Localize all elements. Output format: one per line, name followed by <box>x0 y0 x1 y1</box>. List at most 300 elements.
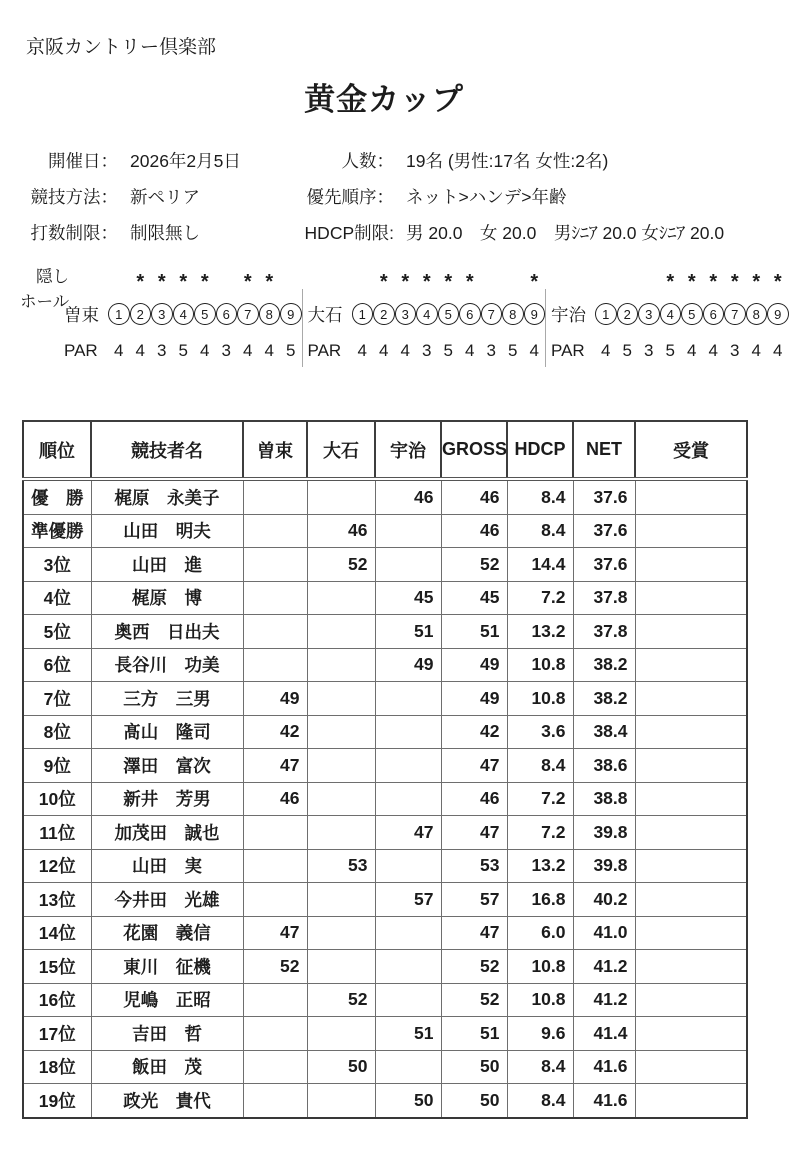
par-value: 3 <box>486 341 496 360</box>
par-value: 5 <box>622 341 632 360</box>
col-header-uji: 宇治 <box>375 421 441 479</box>
cell-name: 政光 貴代 <box>91 1084 243 1118</box>
hole-number-cell <box>151 295 173 333</box>
cell-net: 41.6 <box>573 1084 635 1118</box>
hidden-hole-marker: * <box>379 270 388 293</box>
hole-number-cell <box>660 295 682 333</box>
hole-number-cell <box>703 295 725 333</box>
hole-number-cell <box>216 295 238 333</box>
cell-oishi: 50 <box>307 1050 375 1084</box>
hole-number-circle: 9 <box>767 303 789 325</box>
cell-net: 40.2 <box>573 883 635 917</box>
hole-number-cell <box>194 295 216 333</box>
hole-number-cell <box>681 295 703 333</box>
cell-uji <box>375 514 441 548</box>
cell-award <box>635 1017 747 1051</box>
hole-number-cell <box>767 295 789 333</box>
cell-hdcp: 9.6 <box>507 1017 573 1051</box>
corner-spacer <box>308 263 352 295</box>
cell-award <box>635 916 747 950</box>
hidden-hole-empty <box>481 263 503 295</box>
cell-gross: 50 <box>441 1084 507 1118</box>
cell-name: 梶原 永美子 <box>91 479 243 514</box>
cell-name: 山田 明夫 <box>91 514 243 548</box>
cell-sotsuka <box>243 581 307 615</box>
table-row <box>23 883 747 917</box>
cell-name: 奥西 日出夫 <box>91 615 243 649</box>
cell-uji <box>375 749 441 783</box>
info-label-stroke-limit: 打数制限： <box>30 223 118 243</box>
cell-gross: 47 <box>441 749 507 783</box>
hole-number-circle: 4 <box>416 303 438 325</box>
cell-award <box>635 983 747 1017</box>
cell-rank: 3位 <box>23 548 91 582</box>
hole-number-circle: 3 <box>151 303 173 325</box>
hidden-hole-marker: * <box>709 270 718 293</box>
cell-name: 山田 進 <box>91 548 243 582</box>
hidden-holes-label-line1: 隠し <box>36 268 69 286</box>
hidden-hole-marker: * <box>265 270 274 293</box>
hidden-hole-marker: * <box>243 270 252 293</box>
hidden-hole-marker: * <box>136 270 145 293</box>
par-value: 4 <box>114 341 124 360</box>
cell-hdcp: 8.4 <box>507 479 573 514</box>
hidden-hole-empty <box>352 263 374 295</box>
cell-hdcp: 8.4 <box>507 1084 573 1118</box>
table-row <box>23 615 747 649</box>
cell-name: 飯田 茂 <box>91 1050 243 1084</box>
cell-rank: 11位 <box>23 816 91 850</box>
par-value: 3 <box>730 341 740 360</box>
cell-rank: 6位 <box>23 648 91 682</box>
table-row <box>23 1017 747 1051</box>
cell-award <box>635 749 747 783</box>
table-row <box>23 782 747 816</box>
hole-number-circle: 5 <box>194 303 216 325</box>
info-label-hdcp-limit: HDCP制限: <box>304 223 394 243</box>
course-block-宇治 <box>545 263 789 369</box>
cell-hdcp: 10.8 <box>507 682 573 716</box>
cell-oishi <box>307 715 375 749</box>
hidden-hole-marker: * <box>200 270 209 293</box>
cell-net: 38.2 <box>573 682 635 716</box>
cell-rank: 15位 <box>23 950 91 984</box>
cell-rank: 4位 <box>23 581 91 615</box>
par-value: 4 <box>200 341 210 360</box>
hole-number-cell <box>108 295 130 333</box>
hole-number-circle: 7 <box>237 303 259 325</box>
hole-number-cell <box>502 295 524 333</box>
club-name: 京阪カントリー倶楽部 <box>26 37 217 58</box>
cell-uji: 49 <box>375 648 441 682</box>
hole-number-circle: 4 <box>660 303 682 325</box>
cell-hdcp: 8.4 <box>507 749 573 783</box>
corner-spacer <box>64 263 108 295</box>
cell-net: 41.4 <box>573 1017 635 1051</box>
cell-rank: 19位 <box>23 1084 91 1118</box>
cell-hdcp: 3.6 <box>507 715 573 749</box>
cell-oishi <box>307 816 375 850</box>
cell-hdcp: 13.2 <box>507 849 573 883</box>
cell-award <box>635 682 747 716</box>
cell-name: 梶原 博 <box>91 581 243 615</box>
results-table <box>22 420 748 1119</box>
hidden-hole-marker: * <box>401 270 410 293</box>
cell-net: 37.6 <box>573 514 635 548</box>
table-header-row <box>23 421 747 479</box>
cell-rank: 12位 <box>23 849 91 883</box>
cell-gross: 46 <box>441 514 507 548</box>
par-value: 5 <box>508 341 518 360</box>
cell-sotsuka <box>243 1017 307 1051</box>
cell-uji <box>375 782 441 816</box>
hole-number-circle: 8 <box>259 303 281 325</box>
cell-gross: 49 <box>441 682 507 716</box>
hole-number-circle: 3 <box>395 303 417 325</box>
table-row <box>23 749 747 783</box>
cell-net: 38.6 <box>573 749 635 783</box>
cell-rank: 18位 <box>23 1050 91 1084</box>
cell-name: 吉田 哲 <box>91 1017 243 1051</box>
table-row <box>23 514 747 548</box>
cell-sotsuka <box>243 983 307 1017</box>
hole-number-cell <box>524 295 546 333</box>
hidden-holes-label-line2: ホール <box>20 293 70 311</box>
col-header-gross: GROSS <box>441 421 507 479</box>
hidden-hole-empty <box>280 263 302 295</box>
cell-gross: 57 <box>441 883 507 917</box>
par-value: 5 <box>443 341 453 360</box>
hole-number-cell <box>595 295 617 333</box>
hole-number-cell <box>724 295 746 333</box>
cell-sotsuka <box>243 1084 307 1118</box>
cell-name: 児嶋 正昭 <box>91 983 243 1017</box>
cell-gross: 49 <box>441 648 507 682</box>
cell-sotsuka <box>243 648 307 682</box>
hole-number-cell <box>617 295 639 333</box>
par-value: 4 <box>529 341 539 360</box>
cell-sotsuka <box>243 849 307 883</box>
cell-net: 37.8 <box>573 615 635 649</box>
cell-award <box>635 950 747 984</box>
cell-oishi <box>307 648 375 682</box>
course-blocks <box>58 263 783 369</box>
par-value: 4 <box>773 341 783 360</box>
cell-hdcp: 13.2 <box>507 615 573 649</box>
cell-award <box>635 648 747 682</box>
cell-sotsuka: 49 <box>243 682 307 716</box>
cell-rank: 8位 <box>23 715 91 749</box>
info-value-priority: ネット>ハンデ>年齢 <box>406 187 567 207</box>
hidden-hole-marker: * <box>773 270 782 293</box>
cell-name: 花園 義信 <box>91 916 243 950</box>
table-row <box>23 916 747 950</box>
table-row <box>23 715 747 749</box>
hidden-hole-empty <box>502 263 524 295</box>
cell-uji <box>375 715 441 749</box>
hole-number-cell <box>481 295 503 333</box>
hidden-hole-marker: * <box>687 270 696 293</box>
hole-number-circle: 5 <box>438 303 460 325</box>
hole-number-circle: 7 <box>481 303 503 325</box>
par-value: 4 <box>264 341 274 360</box>
cell-gross: 42 <box>441 715 507 749</box>
hidden-hole-empty <box>638 263 660 295</box>
cell-name: 今井田 光雄 <box>91 883 243 917</box>
hidden-hole-empty <box>108 263 130 295</box>
par-label: PAR <box>64 341 98 360</box>
cell-rank: 9位 <box>23 749 91 783</box>
info-value-method: 新ペリア <box>130 187 200 207</box>
hole-number-cell <box>459 295 481 333</box>
cell-name: 加茂田 誠也 <box>91 816 243 850</box>
cell-award <box>635 782 747 816</box>
cell-oishi <box>307 581 375 615</box>
hole-number-circle: 1 <box>352 303 374 325</box>
cell-gross: 51 <box>441 1017 507 1051</box>
cell-gross: 51 <box>441 615 507 649</box>
cell-name: 新井 芳男 <box>91 782 243 816</box>
cell-award <box>635 1084 747 1118</box>
cell-hdcp: 16.8 <box>507 883 573 917</box>
cell-name: 長谷川 功美 <box>91 648 243 682</box>
cell-oishi <box>307 1084 375 1118</box>
cell-oishi: 52 <box>307 983 375 1017</box>
col-header-hdcp: HDCP <box>507 421 573 479</box>
cell-sotsuka <box>243 883 307 917</box>
cell-uji: 46 <box>375 479 441 514</box>
cell-gross: 52 <box>441 548 507 582</box>
hidden-hole-empty <box>595 263 617 295</box>
cell-sotsuka: 42 <box>243 715 307 749</box>
cell-name: 山田 実 <box>91 849 243 883</box>
tournament-info <box>0 150 724 244</box>
par-value: 3 <box>422 341 432 360</box>
cell-net: 38.4 <box>573 715 635 749</box>
par-value: 4 <box>708 341 718 360</box>
cell-hdcp: 7.2 <box>507 816 573 850</box>
hidden-hole-empty <box>216 263 238 295</box>
cell-oishi <box>307 950 375 984</box>
hole-number-cell <box>746 295 768 333</box>
hole-number-cell <box>438 295 460 333</box>
cell-rank: 7位 <box>23 682 91 716</box>
cell-name: 髙山 隆司 <box>91 715 243 749</box>
cell-award <box>635 849 747 883</box>
cell-sotsuka <box>243 479 307 514</box>
corner-spacer <box>551 263 595 295</box>
cell-sotsuka <box>243 816 307 850</box>
cell-oishi <box>307 883 375 917</box>
par-value: 4 <box>357 341 367 360</box>
cell-sotsuka <box>243 1050 307 1084</box>
cell-gross: 46 <box>441 782 507 816</box>
cell-sotsuka <box>243 615 307 649</box>
cell-uji <box>375 849 441 883</box>
par-value: 5 <box>178 341 188 360</box>
cell-oishi <box>307 1017 375 1051</box>
hole-number-cell <box>259 295 281 333</box>
cell-award <box>635 581 747 615</box>
cell-net: 41.2 <box>573 983 635 1017</box>
cell-award <box>635 1050 747 1084</box>
table-row <box>23 950 747 984</box>
cell-oishi <box>307 479 375 514</box>
info-label-date: 開催日： <box>48 151 118 171</box>
hidden-hole-marker: * <box>752 270 761 293</box>
col-header-sotsuka: 曽束 <box>243 421 307 479</box>
cell-award <box>635 514 747 548</box>
cell-gross: 52 <box>441 983 507 1017</box>
cell-oishi <box>307 615 375 649</box>
table-row <box>23 849 747 883</box>
cell-net: 41.2 <box>573 950 635 984</box>
cell-gross: 47 <box>441 816 507 850</box>
info-value-hdcp-limit: 男 20.0 女 20.0 男ｼﾆｱ 20.0 女ｼﾆｱ 20.0 <box>406 223 725 243</box>
hole-number-cell <box>373 295 395 333</box>
cell-sotsuka <box>243 514 307 548</box>
cell-award <box>635 615 747 649</box>
cell-oishi: 52 <box>307 548 375 582</box>
hidden-hole-marker: * <box>444 270 453 293</box>
cell-net: 38.2 <box>573 648 635 682</box>
table-row <box>23 1050 747 1084</box>
cell-oishi: 53 <box>307 849 375 883</box>
table-row <box>23 479 747 514</box>
cell-rank: 準優勝 <box>23 514 91 548</box>
cell-hdcp: 10.8 <box>507 648 573 682</box>
hole-number-cell <box>416 295 438 333</box>
cell-oishi <box>307 749 375 783</box>
cell-rank: 優 勝 <box>23 479 91 514</box>
col-header-net: NET <box>573 421 635 479</box>
cell-rank: 5位 <box>23 615 91 649</box>
par-value: 4 <box>379 341 389 360</box>
cell-rank: 17位 <box>23 1017 91 1051</box>
par-value: 3 <box>644 341 654 360</box>
cell-sotsuka: 46 <box>243 782 307 816</box>
col-header-rank: 順位 <box>23 421 91 479</box>
cell-sotsuka <box>243 548 307 582</box>
cell-oishi <box>307 682 375 716</box>
par-value: 5 <box>286 341 296 360</box>
col-header-award: 受賞 <box>635 421 747 479</box>
table-row <box>23 1084 747 1118</box>
cell-gross: 52 <box>441 950 507 984</box>
par-value: 4 <box>243 341 253 360</box>
info-value-date: 2026年2月5日 <box>130 151 241 171</box>
cell-award <box>635 715 747 749</box>
cell-net: 37.8 <box>573 581 635 615</box>
col-header-name: 競技者名 <box>91 421 243 479</box>
tournament-title: 黄金カップ <box>304 82 464 117</box>
cell-net: 39.8 <box>573 849 635 883</box>
cell-name: 澤田 富次 <box>91 749 243 783</box>
hole-number-circle: 1 <box>595 303 617 325</box>
par-value: 3 <box>221 341 231 360</box>
course-name: 宇治 <box>551 304 586 325</box>
hidden-holes-section <box>14 263 783 369</box>
par-value: 4 <box>751 341 761 360</box>
hole-number-circle: 2 <box>373 303 395 325</box>
par-value: 4 <box>687 341 697 360</box>
table-body <box>23 479 747 1118</box>
cell-rank: 10位 <box>23 782 91 816</box>
hole-number-circle: 2 <box>617 303 639 325</box>
cell-net: 39.8 <box>573 816 635 850</box>
info-value-stroke-limit: 制限無し <box>130 223 200 243</box>
col-header-oishi: 大石 <box>307 421 375 479</box>
par-value: 4 <box>135 341 145 360</box>
hole-number-cell <box>237 295 259 333</box>
hole-number-circle: 7 <box>724 303 746 325</box>
hidden-hole-marker: * <box>530 270 539 293</box>
course-block-曽束 <box>58 263 302 369</box>
hole-number-circle: 1 <box>108 303 130 325</box>
cell-gross: 47 <box>441 916 507 950</box>
cell-net: 37.6 <box>573 548 635 582</box>
hole-number-circle: 4 <box>173 303 195 325</box>
cell-hdcp: 10.8 <box>507 950 573 984</box>
hidden-hole-marker: * <box>422 270 431 293</box>
cell-oishi <box>307 782 375 816</box>
cell-gross: 46 <box>441 479 507 514</box>
cell-uji: 57 <box>375 883 441 917</box>
hidden-hole-empty <box>617 263 639 295</box>
cell-net: 37.6 <box>573 479 635 514</box>
cell-rank: 13位 <box>23 883 91 917</box>
cell-award <box>635 816 747 850</box>
cell-name: 三方 三男 <box>91 682 243 716</box>
hidden-hole-marker: * <box>465 270 474 293</box>
hole-number-circle: 6 <box>216 303 238 325</box>
cell-uji <box>375 548 441 582</box>
par-label: PAR <box>551 341 585 360</box>
cell-award <box>635 883 747 917</box>
hole-number-cell <box>352 295 374 333</box>
cell-uji <box>375 950 441 984</box>
course-block-大石 <box>302 263 546 369</box>
cell-uji: 47 <box>375 816 441 850</box>
hidden-hole-marker: * <box>730 270 739 293</box>
cell-rank: 16位 <box>23 983 91 1017</box>
cell-uji <box>375 983 441 1017</box>
info-label-players: 人数： <box>341 151 394 171</box>
hidden-hole-marker: * <box>157 270 166 293</box>
hole-number-circle: 9 <box>280 303 302 325</box>
hole-number-cell <box>395 295 417 333</box>
cell-uji <box>375 682 441 716</box>
table-row <box>23 983 747 1017</box>
cell-uji: 51 <box>375 1017 441 1051</box>
par-label: PAR <box>307 341 342 360</box>
info-value-players: 19名 (男性:17名 女性:2名) <box>406 151 609 171</box>
cell-net: 41.0 <box>573 916 635 950</box>
hole-number-cell <box>130 295 152 333</box>
par-value: 3 <box>157 341 167 360</box>
cell-sotsuka: 47 <box>243 749 307 783</box>
cell-hdcp: 10.8 <box>507 983 573 1017</box>
cell-oishi: 46 <box>307 514 375 548</box>
cell-net: 38.8 <box>573 782 635 816</box>
table-row <box>23 682 747 716</box>
cell-award <box>635 479 747 514</box>
hole-number-cell <box>638 295 660 333</box>
cell-hdcp: 8.4 <box>507 1050 573 1084</box>
cell-hdcp: 6.0 <box>507 916 573 950</box>
par-value: 4 <box>400 341 410 360</box>
table-row <box>23 648 747 682</box>
